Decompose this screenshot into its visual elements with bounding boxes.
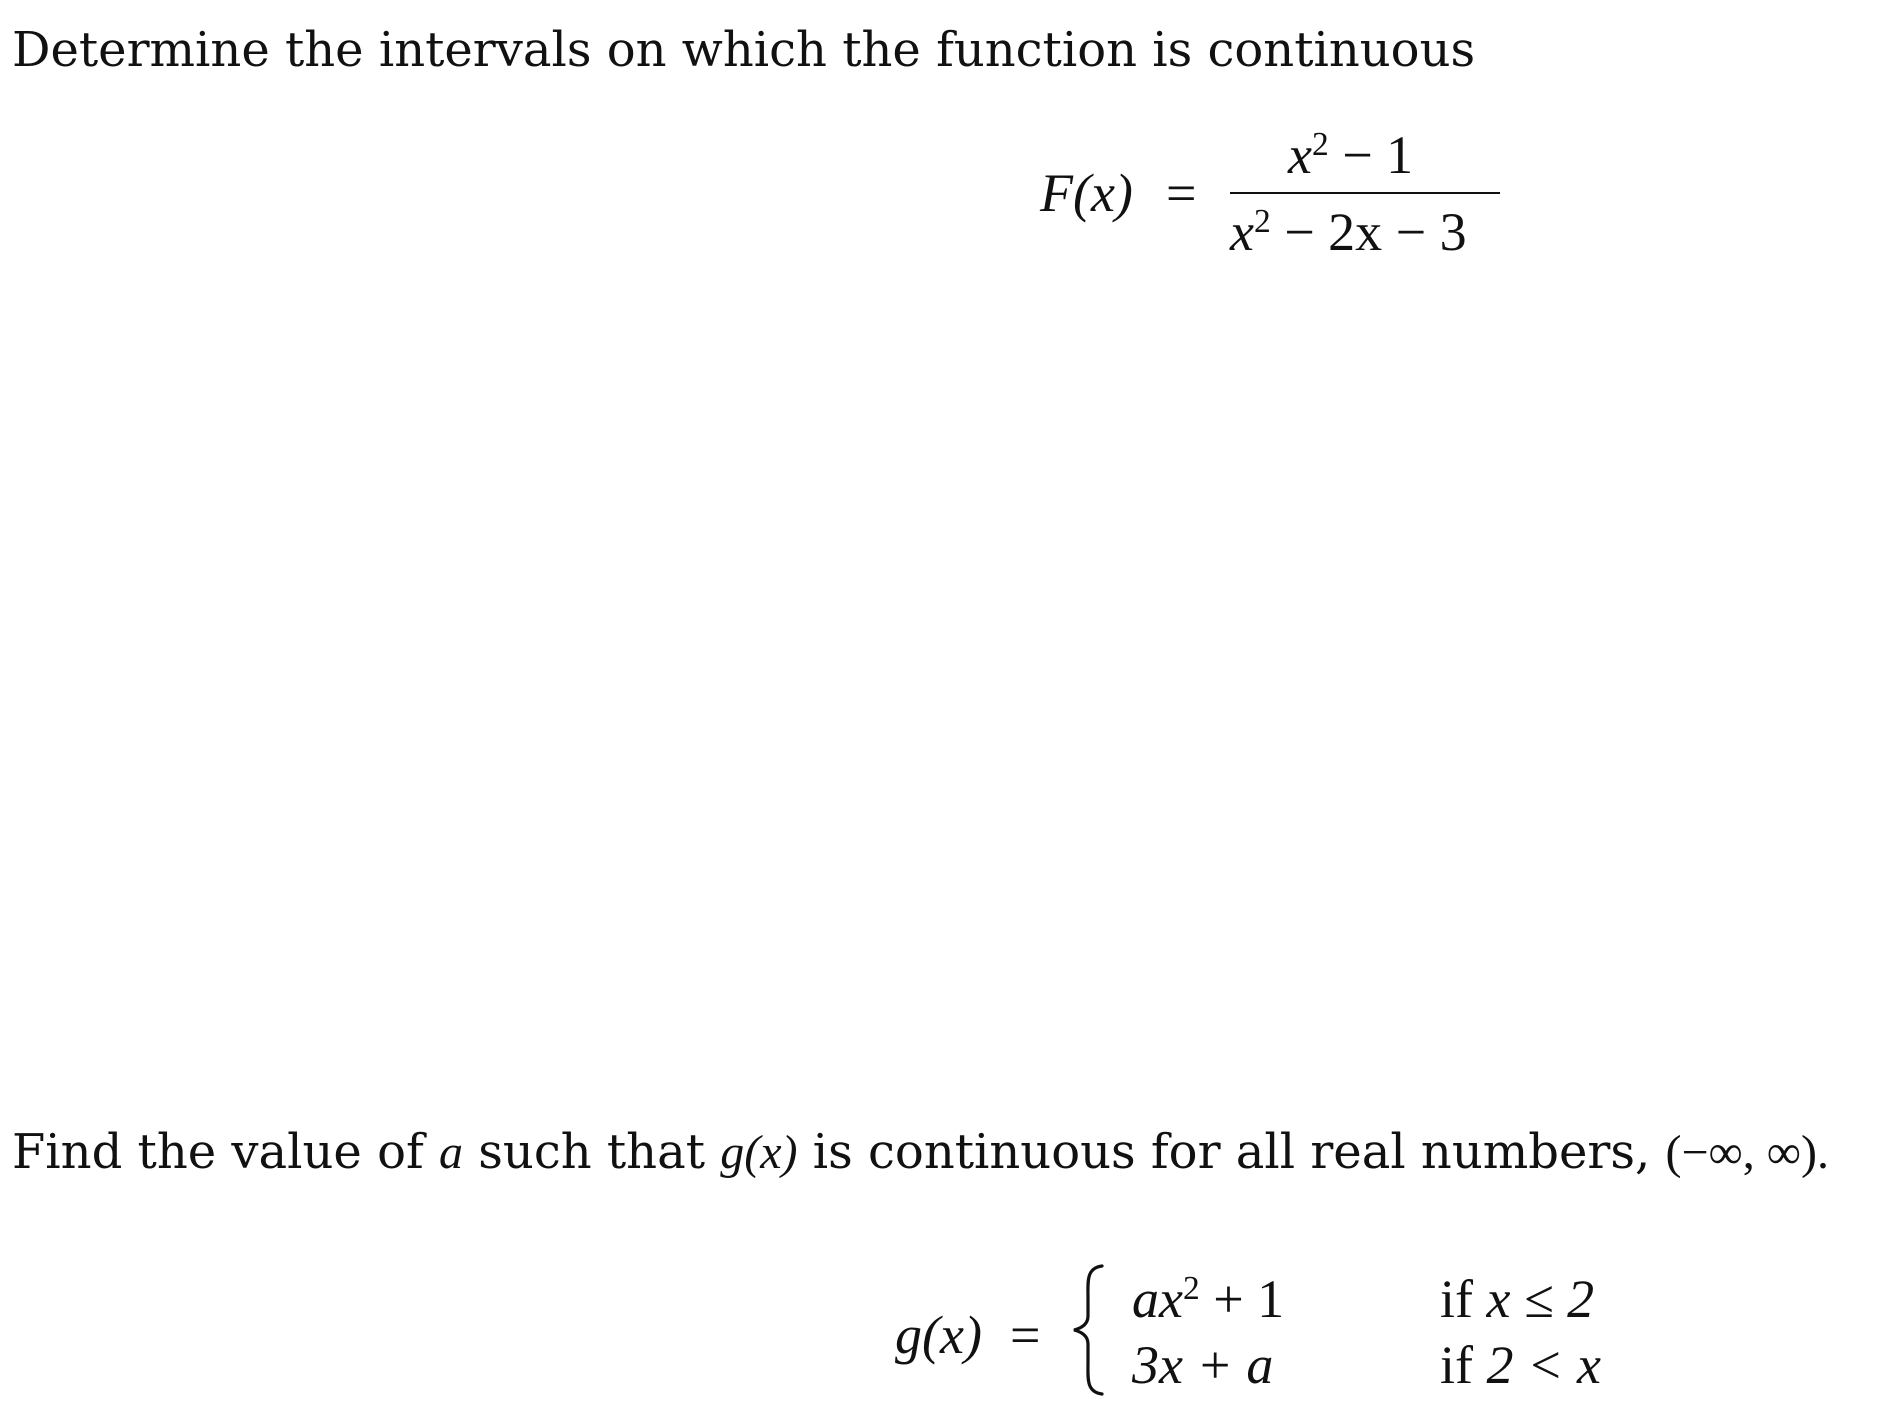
denominator-base: x (1230, 202, 1254, 262)
denominator-rest: − 2x − 3 (1270, 202, 1467, 262)
case-1-condition (1440, 1269, 1595, 1329)
variable-a: a (439, 1126, 464, 1179)
prompt-2-part-3: is continuous for all real numbers, (797, 1124, 1666, 1180)
f-numerator (1288, 125, 1414, 185)
f-equals-sign: = (1166, 163, 1197, 223)
denominator-exponent: 2 (1253, 202, 1271, 240)
case-1-inequality: x ≤ 2 (1486, 1269, 1595, 1329)
g-of-x-label: g(x) (895, 1305, 982, 1365)
numerator-base: x (1288, 125, 1312, 185)
case-1-if: if (1440, 1269, 1487, 1329)
case-2-condition (1440, 1335, 1601, 1395)
g-equals-sign: = (1010, 1305, 1041, 1365)
g-of-x-inline: g(x) (720, 1126, 798, 1179)
f-of-x-label: F(x) (1040, 163, 1133, 223)
prompt-2-part-2: such that (463, 1124, 721, 1180)
interval-notation: (−∞, ∞). (1665, 1126, 1829, 1179)
case-2-inequality: 2 < x (1486, 1335, 1601, 1395)
case-2-expression (1132, 1335, 1274, 1395)
case-1-lead: ax (1132, 1269, 1183, 1329)
left-brace-icon (1068, 1262, 1108, 1398)
f-denominator (1230, 202, 1467, 262)
case-1-expression (1132, 1269, 1285, 1329)
case-2-lead: 3x + a (1132, 1335, 1274, 1395)
fraction-bar (1230, 192, 1500, 194)
problem-1-prompt: Determine the intervals on which the function is continuous (12, 22, 1476, 78)
prompt-2-part-1: Find the value of (12, 1124, 440, 1180)
numerator-rest: − 1 (1328, 125, 1414, 185)
case-1-exponent: 2 (1182, 1269, 1200, 1307)
problem-2-prompt (12, 1124, 1829, 1180)
case-1-rest: + 1 (1199, 1269, 1285, 1329)
case-2-if: if (1440, 1335, 1487, 1395)
numerator-exponent: 2 (1311, 125, 1329, 163)
